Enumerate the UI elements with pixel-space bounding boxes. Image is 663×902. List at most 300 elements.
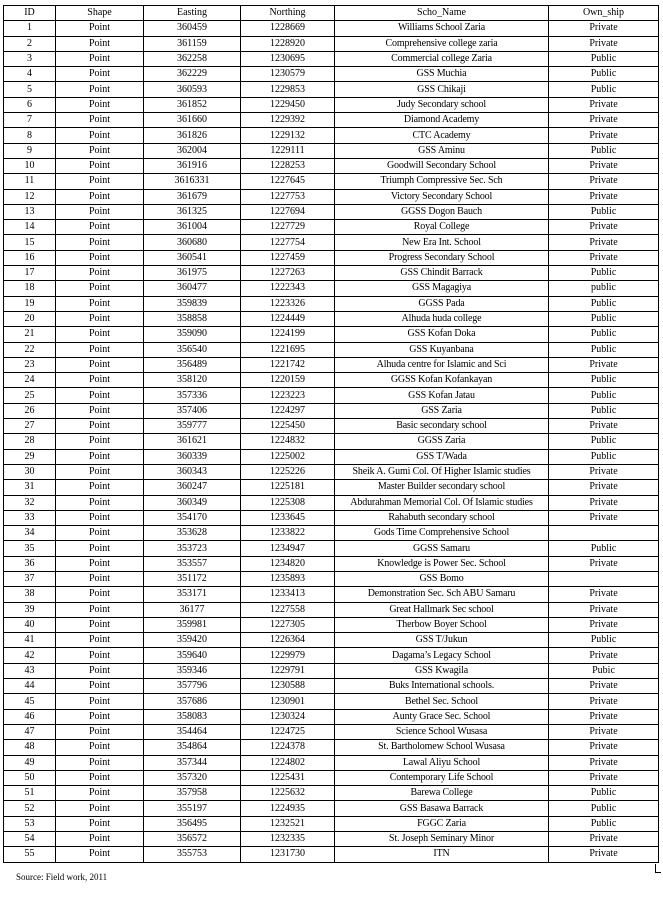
id-cell: 44 xyxy=(4,679,56,694)
northing-cell: 1233822 xyxy=(241,526,335,541)
shape-cell: Point xyxy=(56,82,144,97)
ownership-cell: Private xyxy=(549,694,659,709)
school-name-cell: GSS Kofan Doka xyxy=(335,327,549,342)
easting-cell: 362229 xyxy=(144,67,241,82)
table-row xyxy=(4,480,659,495)
id-cell: 27 xyxy=(4,419,56,434)
northing-cell: 1227645 xyxy=(241,174,335,189)
id-cell: 51 xyxy=(4,786,56,801)
school-name-cell: Royal College xyxy=(335,220,549,235)
school-name-cell: Alhuda centre for Islamic and Sci xyxy=(335,357,549,372)
school-name-cell: Commercial college Zaria xyxy=(335,51,549,66)
ownership-cell: Private xyxy=(549,724,659,739)
northing-cell: 1229392 xyxy=(241,113,335,128)
easting-cell: 354170 xyxy=(144,510,241,525)
id-cell: 31 xyxy=(4,480,56,495)
ownership-cell: Public xyxy=(549,786,659,801)
ownership-cell: Private xyxy=(549,679,659,694)
table-row xyxy=(4,694,659,709)
ownership-cell: Private xyxy=(549,357,659,372)
school-name-cell: Science School Wusasa xyxy=(335,724,549,739)
easting-cell: 358858 xyxy=(144,311,241,326)
ownership-cell: Private xyxy=(549,770,659,785)
shape-cell: Point xyxy=(56,663,144,678)
shape-cell: Point xyxy=(56,158,144,173)
ownership-cell: Private xyxy=(549,587,659,602)
id-cell: 33 xyxy=(4,510,56,525)
table-row xyxy=(4,816,659,831)
shape-cell: Point xyxy=(56,709,144,724)
easting-cell: 359090 xyxy=(144,327,241,342)
school-name-cell: Rahabuth secondary school xyxy=(335,510,549,525)
northing-cell: 1227305 xyxy=(241,617,335,632)
northing-cell: 1230901 xyxy=(241,694,335,709)
easting-cell: 356572 xyxy=(144,832,241,847)
easting-cell: 354864 xyxy=(144,740,241,755)
school-name-cell: Comprehensive college zaria xyxy=(335,36,549,51)
northing-cell: 1227263 xyxy=(241,266,335,281)
northing-cell: 1230579 xyxy=(241,67,335,82)
easting-cell: 359640 xyxy=(144,648,241,663)
easting-cell: 360343 xyxy=(144,464,241,479)
shape-cell: Point xyxy=(56,21,144,36)
easting-cell: 353628 xyxy=(144,526,241,541)
shape-cell: Point xyxy=(56,97,144,112)
school-name-cell: GGSS Zaria xyxy=(335,434,549,449)
easting-cell: 361159 xyxy=(144,36,241,51)
northing-cell: 1224449 xyxy=(241,311,335,326)
shape-cell: Point xyxy=(56,832,144,847)
easting-cell: 360459 xyxy=(144,21,241,36)
easting-cell: 354464 xyxy=(144,724,241,739)
easting-cell: 360541 xyxy=(144,250,241,265)
northing-cell: 1229791 xyxy=(241,663,335,678)
school-name-cell: St. Bartholomew School Wusasa xyxy=(335,740,549,755)
northing-cell: 1227753 xyxy=(241,189,335,204)
northing-cell: 1232335 xyxy=(241,832,335,847)
id-cell: 5 xyxy=(4,82,56,97)
table-row xyxy=(4,801,659,816)
shape-cell: Point xyxy=(56,740,144,755)
northing-cell: 1231730 xyxy=(241,847,335,862)
easting-cell: 359839 xyxy=(144,296,241,311)
easting-cell: 360477 xyxy=(144,281,241,296)
id-cell: 3 xyxy=(4,51,56,66)
id-cell: 19 xyxy=(4,296,56,311)
northing-cell: 1227558 xyxy=(241,602,335,617)
table-row xyxy=(4,709,659,724)
shape-cell: Point xyxy=(56,786,144,801)
easting-cell: 359777 xyxy=(144,419,241,434)
easting-cell: 359420 xyxy=(144,633,241,648)
ownership-cell: Public xyxy=(549,434,659,449)
table-row xyxy=(4,755,659,770)
table-row xyxy=(4,740,659,755)
id-cell: 17 xyxy=(4,266,56,281)
ownership-cell: Private xyxy=(549,510,659,525)
id-cell: 53 xyxy=(4,816,56,831)
northing-cell: 1234947 xyxy=(241,541,335,556)
easting-cell: 357336 xyxy=(144,388,241,403)
ownership-cell: Private xyxy=(549,128,659,143)
ownership-cell: Public xyxy=(549,801,659,816)
ownership-cell: Private xyxy=(549,158,659,173)
table-row xyxy=(4,449,659,464)
easting-cell: 355197 xyxy=(144,801,241,816)
ownership-cell: Pubic xyxy=(549,663,659,678)
school-name-cell: GSS Bomo xyxy=(335,571,549,586)
table-row xyxy=(4,174,659,189)
school-name-cell: Gods Time Comprehensive School xyxy=(335,526,549,541)
ownership-cell: Public xyxy=(549,296,659,311)
school-name-cell: Lawal Aliyu School xyxy=(335,755,549,770)
ownership-cell: Public xyxy=(549,143,659,158)
school-name-cell: GSS Basawa Barrack xyxy=(335,801,549,816)
table-row xyxy=(4,51,659,66)
table-row xyxy=(4,663,659,678)
easting-cell: 358120 xyxy=(144,373,241,388)
northing-cell: 1232521 xyxy=(241,816,335,831)
id-cell: 15 xyxy=(4,235,56,250)
table-row xyxy=(4,510,659,525)
table-row xyxy=(4,97,659,112)
shape-cell: Point xyxy=(56,311,144,326)
easting-cell: 357320 xyxy=(144,770,241,785)
table-row xyxy=(4,189,659,204)
northing-cell: 1233413 xyxy=(241,587,335,602)
northing-cell: 1221742 xyxy=(241,357,335,372)
northing-cell: 1227694 xyxy=(241,204,335,219)
table-row xyxy=(4,204,659,219)
school-name-cell: GSS Kuyanbana xyxy=(335,342,549,357)
shape-cell: Point xyxy=(56,403,144,418)
school-name-cell: Master Builder secondary school xyxy=(335,480,549,495)
shape-cell: Point xyxy=(56,755,144,770)
shape-cell: Point xyxy=(56,250,144,265)
shape-cell: Point xyxy=(56,220,144,235)
ownership-cell: Private xyxy=(549,220,659,235)
school-name-cell: CTC Academy xyxy=(335,128,549,143)
school-name-cell: Buks International schools. xyxy=(335,679,549,694)
northing-cell: 1222343 xyxy=(241,281,335,296)
id-cell: 26 xyxy=(4,403,56,418)
id-cell: 45 xyxy=(4,694,56,709)
shape-cell: Point xyxy=(56,342,144,357)
ownership-cell: Private xyxy=(549,464,659,479)
ownership-cell: Private xyxy=(549,235,659,250)
id-cell: 1 xyxy=(4,21,56,36)
table-row xyxy=(4,679,659,694)
table-row xyxy=(4,832,659,847)
northing-cell: 1229979 xyxy=(241,648,335,663)
shape-cell: Point xyxy=(56,648,144,663)
shape-cell: Point xyxy=(56,694,144,709)
shape-cell: Point xyxy=(56,801,144,816)
id-cell: 11 xyxy=(4,174,56,189)
shape-cell: Point xyxy=(56,296,144,311)
easting-cell: 358083 xyxy=(144,709,241,724)
table-row xyxy=(4,556,659,571)
id-cell: 37 xyxy=(4,571,56,586)
id-cell: 4 xyxy=(4,67,56,82)
id-cell: 34 xyxy=(4,526,56,541)
northing-cell: 1224802 xyxy=(241,755,335,770)
easting-cell: 361325 xyxy=(144,204,241,219)
school-name-cell: Contemporary Life School xyxy=(335,770,549,785)
shape-cell: Point xyxy=(56,419,144,434)
shape-cell: Point xyxy=(56,526,144,541)
shape-cell: Point xyxy=(56,327,144,342)
easting-cell: 357406 xyxy=(144,403,241,418)
school-name-cell: Sheik A. Gumi Col. Of Higher Islamic studies xyxy=(335,464,549,479)
easting-cell: 360247 xyxy=(144,480,241,495)
id-cell: 12 xyxy=(4,189,56,204)
easting-cell: 357796 xyxy=(144,679,241,694)
shape-cell: Point xyxy=(56,510,144,525)
table-row xyxy=(4,82,659,97)
easting-cell: 356495 xyxy=(144,816,241,831)
header-school-name: Scho_Name xyxy=(335,6,549,21)
ownership-cell: Private xyxy=(549,97,659,112)
northing-cell: 1228253 xyxy=(241,158,335,173)
easting-cell: 361660 xyxy=(144,113,241,128)
shape-cell: Point xyxy=(56,602,144,617)
shape-cell: Point xyxy=(56,480,144,495)
table-row xyxy=(4,296,659,311)
shape-cell: Point xyxy=(56,495,144,510)
easting-cell: 3616331 xyxy=(144,174,241,189)
ownership-cell: Public xyxy=(549,816,659,831)
shape-cell: Point xyxy=(56,281,144,296)
school-name-cell: GSS Chikaji xyxy=(335,82,549,97)
school-name-cell: Williams School Zaria xyxy=(335,21,549,36)
ownership-cell: Public xyxy=(549,311,659,326)
ownership-cell: Private xyxy=(549,495,659,510)
id-cell: 10 xyxy=(4,158,56,173)
easting-cell: 362258 xyxy=(144,51,241,66)
northing-cell: 1223326 xyxy=(241,296,335,311)
school-name-cell: GSS Chindit Barrack xyxy=(335,266,549,281)
northing-cell: 1224935 xyxy=(241,801,335,816)
shape-cell: Point xyxy=(56,143,144,158)
ownership-cell: Public xyxy=(549,633,659,648)
id-cell: 52 xyxy=(4,801,56,816)
ownership-cell: Private xyxy=(549,617,659,632)
id-cell: 2 xyxy=(4,36,56,51)
id-cell: 55 xyxy=(4,847,56,862)
easting-cell: 357344 xyxy=(144,755,241,770)
table-row xyxy=(4,434,659,449)
ownership-cell: Private xyxy=(549,755,659,770)
id-cell: 38 xyxy=(4,587,56,602)
ownership-cell: Public xyxy=(549,449,659,464)
id-cell: 25 xyxy=(4,388,56,403)
northing-cell: 1234820 xyxy=(241,556,335,571)
id-cell: 41 xyxy=(4,633,56,648)
easting-cell: 353723 xyxy=(144,541,241,556)
easting-cell: 360339 xyxy=(144,449,241,464)
shape-cell: Point xyxy=(56,770,144,785)
schools-table-container xyxy=(3,5,659,863)
id-cell: 39 xyxy=(4,602,56,617)
shape-cell: Point xyxy=(56,67,144,82)
school-name-cell: Goodwill Secondary School xyxy=(335,158,549,173)
id-cell: 22 xyxy=(4,342,56,357)
table-row xyxy=(4,220,659,235)
easting-cell: 361852 xyxy=(144,97,241,112)
northing-cell: 1225632 xyxy=(241,786,335,801)
ownership-cell: Private xyxy=(549,847,659,862)
table-row xyxy=(4,602,659,617)
easting-cell: 355753 xyxy=(144,847,241,862)
ownership-cell: Public xyxy=(549,204,659,219)
school-name-cell: Demonstration Sec. Sch ABU Samaru xyxy=(335,587,549,602)
school-name-cell: Triumph Compressive Sec. Sch xyxy=(335,174,549,189)
id-cell: 49 xyxy=(4,755,56,770)
id-cell: 18 xyxy=(4,281,56,296)
table-row xyxy=(4,571,659,586)
ownership-cell: Private xyxy=(549,648,659,663)
ownership-cell: Private xyxy=(549,832,659,847)
shape-cell: Point xyxy=(56,633,144,648)
shape-cell: Point xyxy=(56,541,144,556)
easting-cell: 356540 xyxy=(144,342,241,357)
id-cell: 36 xyxy=(4,556,56,571)
table-row xyxy=(4,633,659,648)
northing-cell: 1224297 xyxy=(241,403,335,418)
school-name-cell: GSS Magagiya xyxy=(335,281,549,296)
easting-cell: 362004 xyxy=(144,143,241,158)
table-body xyxy=(4,21,659,862)
id-cell: 14 xyxy=(4,220,56,235)
northing-cell: 1221695 xyxy=(241,342,335,357)
id-cell: 9 xyxy=(4,143,56,158)
table-row xyxy=(4,250,659,265)
school-name-cell: FGGC Zaria xyxy=(335,816,549,831)
school-name-cell: Barewa College xyxy=(335,786,549,801)
northing-cell: 1225308 xyxy=(241,495,335,510)
id-cell: 23 xyxy=(4,357,56,372)
school-name-cell: Victory Secondary School xyxy=(335,189,549,204)
northing-cell: 1224725 xyxy=(241,724,335,739)
northing-cell: 1233645 xyxy=(241,510,335,525)
table-row xyxy=(4,143,659,158)
school-name-cell: Bethel Sec. School xyxy=(335,694,549,709)
easting-cell: 360349 xyxy=(144,495,241,510)
table-row xyxy=(4,113,659,128)
ownership-cell: Public xyxy=(549,541,659,556)
table-row xyxy=(4,342,659,357)
northing-cell: 1227729 xyxy=(241,220,335,235)
school-name-cell: GSS Kwagila xyxy=(335,663,549,678)
id-cell: 48 xyxy=(4,740,56,755)
northing-cell: 1225431 xyxy=(241,770,335,785)
id-cell: 8 xyxy=(4,128,56,143)
shape-cell: Point xyxy=(56,128,144,143)
id-cell: 7 xyxy=(4,113,56,128)
ownership-cell xyxy=(549,526,659,541)
school-name-cell: St. Joseph Seminary Minor xyxy=(335,832,549,847)
ownership-cell: Public xyxy=(549,388,659,403)
shape-cell: Point xyxy=(56,235,144,250)
northing-cell: 1227754 xyxy=(241,235,335,250)
northing-cell: 1229111 xyxy=(241,143,335,158)
school-name-cell: Aunty Grace Sec. School xyxy=(335,709,549,724)
school-name-cell: GGSS Dogon Bauch xyxy=(335,204,549,219)
ownership-cell: Private xyxy=(549,556,659,571)
ownership-cell: Private xyxy=(549,36,659,51)
school-name-cell: GSS Kofan Jatau xyxy=(335,388,549,403)
northing-cell: 1229853 xyxy=(241,82,335,97)
table-row xyxy=(4,36,659,51)
id-cell: 16 xyxy=(4,250,56,265)
schools-table xyxy=(3,5,659,863)
northing-cell: 1235893 xyxy=(241,571,335,586)
table-row xyxy=(4,158,659,173)
ownership-cell: Private xyxy=(549,21,659,36)
ownership-cell: Public xyxy=(549,403,659,418)
id-cell: 54 xyxy=(4,832,56,847)
school-name-cell: GGSS Kofan Kofankayan xyxy=(335,373,549,388)
shape-cell: Point xyxy=(56,587,144,602)
table-row xyxy=(4,128,659,143)
ownership-cell: Private xyxy=(549,189,659,204)
header-id: ID xyxy=(4,6,56,21)
northing-cell: 1224378 xyxy=(241,740,335,755)
easting-cell: 359346 xyxy=(144,663,241,678)
table-row xyxy=(4,648,659,663)
ownership-cell: Public xyxy=(549,51,659,66)
id-cell: 20 xyxy=(4,311,56,326)
header-shape: Shape xyxy=(56,6,144,21)
northing-cell: 1227459 xyxy=(241,250,335,265)
ownership-cell: Private xyxy=(549,709,659,724)
northing-cell: 1224199 xyxy=(241,327,335,342)
id-cell: 13 xyxy=(4,204,56,219)
northing-cell: 1225226 xyxy=(241,464,335,479)
easting-cell: 351172 xyxy=(144,571,241,586)
shape-cell: Point xyxy=(56,556,144,571)
table-row xyxy=(4,311,659,326)
northing-cell: 1223223 xyxy=(241,388,335,403)
shape-cell: Point xyxy=(56,266,144,281)
northing-cell: 1229450 xyxy=(241,97,335,112)
shape-cell: Point xyxy=(56,113,144,128)
ownership-cell: Private xyxy=(549,602,659,617)
table-row xyxy=(4,388,659,403)
easting-cell: 361621 xyxy=(144,434,241,449)
school-name-cell: GSS Muchia xyxy=(335,67,549,82)
ownership-cell: Private xyxy=(549,419,659,434)
school-name-cell: Alhuda huda college xyxy=(335,311,549,326)
northing-cell: 1225181 xyxy=(241,480,335,495)
shape-cell: Point xyxy=(56,373,144,388)
table-row xyxy=(4,617,659,632)
easting-cell: 361679 xyxy=(144,189,241,204)
school-name-cell: GGSS Samaru xyxy=(335,541,549,556)
table-row xyxy=(4,327,659,342)
school-name-cell: Knowledge is Power Sec. School xyxy=(335,556,549,571)
ownership-cell: Public xyxy=(549,67,659,82)
id-cell: 47 xyxy=(4,724,56,739)
page-corner-mark xyxy=(655,864,661,873)
school-name-cell: Abdurahman Memorial Col. Of Islamic studies xyxy=(335,495,549,510)
id-cell: 28 xyxy=(4,434,56,449)
table-row xyxy=(4,495,659,510)
northing-cell: 1229132 xyxy=(241,128,335,143)
id-cell: 32 xyxy=(4,495,56,510)
shape-cell: Point xyxy=(56,51,144,66)
